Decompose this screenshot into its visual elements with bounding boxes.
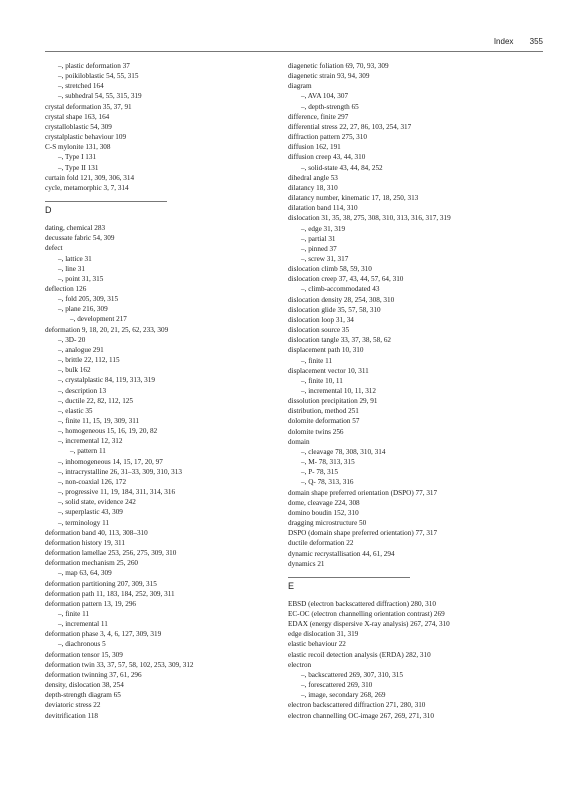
index-subentry: –, finite 10, 11 — [301, 376, 343, 385]
index-subentry: –, Type II 131 — [58, 163, 99, 172]
index-entry: electron backscattered diffraction 271, 280, 310 — [288, 701, 426, 710]
index-entry: deflection 126 — [45, 284, 87, 293]
index-entry: displacement path 10, 310 — [288, 346, 364, 355]
index-entry: dislocation loop 31, 34 — [288, 315, 354, 324]
index-entry: dome, cleavage 224, 308 — [288, 498, 360, 507]
index-subentry: –, depth-strength 65 — [301, 102, 359, 111]
index-entry: deformation band 40, 113, 308–310 — [45, 528, 148, 537]
index-entry: dilatation band 114, 310 — [288, 204, 358, 213]
index-entry: elastic behaviour 22 — [288, 640, 346, 649]
index-subentry: –, partial 31 — [301, 234, 336, 243]
index-entry: difference, finite 297 — [288, 112, 349, 121]
index-entry: diffraction pattern 275, 310 — [288, 133, 367, 142]
index-column-left — [45, 61, 255, 721]
index-subentry: –, point 31, 315 — [58, 274, 104, 283]
index-entry: crystalplastic behaviour 109 — [45, 133, 127, 142]
section-rule — [288, 577, 410, 578]
index-entry: domain — [288, 437, 310, 446]
index-entry: EBSD (electron backscattered diffraction) 280, 310 — [288, 599, 436, 608]
index-entry: curtain fold 121, 309, 306, 314 — [45, 173, 135, 182]
index-entry: domain shape preferred orientation (DSPO) 77, 317 — [288, 488, 438, 497]
index-subentry: –, bulk 162 — [58, 366, 91, 375]
index-entry: diagenetic foliation 69, 70, 93, 309 — [288, 62, 389, 70]
index-entry: defect — [45, 244, 63, 253]
index-subentry: –, line 31 — [58, 264, 85, 273]
index-subentry: –, stretched 164 — [58, 82, 104, 91]
section-letter: E — [288, 580, 295, 591]
index-subentry: –, Type I 131 — [58, 153, 97, 162]
index-entry: differential stress 22, 27, 86, 103, 254, 317 — [288, 122, 412, 131]
index-entry: dynamic recrystallisation 44, 61, 294 — [288, 549, 395, 558]
index-subentry: –, progressive 11, 19, 184, 311, 314, 316 — [58, 488, 176, 497]
index-subentry: –, backscattered 269, 307, 310, 315 — [301, 670, 403, 679]
index-entry: deviatoric stress 22 — [45, 701, 101, 710]
index-entry: diagram — [288, 82, 312, 91]
index-subentry: –, incremental 10, 11, 312 — [301, 387, 376, 395]
index-subentry: –, brittle 22, 112, 115 — [58, 356, 120, 365]
index-subentry: –, pattern 11 — [70, 447, 106, 456]
index-entry: deformation 9, 18, 20, 21, 25, 62, 233, 309 — [45, 325, 169, 334]
index-entry: dihedral angle 53 — [288, 173, 338, 182]
index-entry: dynamics 21 — [288, 559, 325, 568]
index-subentry: –, plane 216, 309 — [58, 305, 108, 314]
section-heading — [45, 193, 255, 215]
index-subentry: –, elastic 35 — [58, 406, 93, 415]
running-header — [494, 37, 543, 46]
index-subentry: –, inhomogeneous 14, 15, 17, 20, 97 — [58, 457, 163, 466]
index-entry: dislocation 31, 35, 38, 275, 308, 310, 313, 316, 317, 319 — [288, 214, 451, 223]
index-subentry: –, development 217 — [70, 315, 127, 324]
index-entry: elastic recoil detection analysis (ERDA) 282, 310 — [288, 650, 431, 659]
index-entry: dislocation glide 35, 57, 58, 310 — [288, 305, 381, 314]
index-entry: electron channelling OC-image 267, 269, 271, 310 — [288, 711, 434, 720]
index-entry: displacement vector 10, 311 — [288, 366, 369, 375]
index-subentry: –, ductile 22, 82, 112, 125 — [58, 396, 133, 405]
index-entry: deformation tensor 15, 309 — [45, 650, 123, 659]
index-subentry: –, lattice 31 — [58, 254, 92, 263]
index-entry: deformation phase 3, 4, 6, 127, 309, 319 — [45, 630, 162, 639]
index-subentry: –, terminology 11 — [58, 518, 110, 527]
index-entry: dilatancy 18, 310 — [288, 183, 338, 192]
index-entry: dilatancy number, kinematic 17, 18, 250, 313 — [288, 194, 419, 203]
index-subentry: –, 3D- 20 — [58, 335, 86, 344]
index-subentry: –, finite 11 — [301, 356, 333, 365]
index-subentry: –, M- 78, 313, 315 — [301, 458, 355, 467]
index-entry: EC-OC (electron channelling orientation contrast) 269 — [288, 609, 445, 618]
index-subentry: –, homogeneous 15, 16, 19, 20, 82 — [58, 427, 158, 436]
index-entry: diagenetic strain 93, 94, 309 — [288, 72, 370, 81]
index-entry: deformation history 19, 311 — [45, 538, 125, 547]
index-entry: dislocation density 28, 254, 308, 310 — [288, 295, 395, 304]
index-entry: dislocation climb 58, 59, 310 — [288, 265, 372, 274]
index-entry: dislocation tangle 33, 37, 38, 58, 62 — [288, 336, 392, 345]
running-header-label: Index — [493, 37, 514, 46]
index-subentry: –, description 13 — [58, 386, 107, 395]
index-entry: dislocation creep 37, 43, 44, 57, 64, 310 — [288, 275, 404, 284]
index-entry: crystalloblastic 54, 309 — [45, 122, 112, 131]
index-entry: deformation mechanism 25, 260 — [45, 559, 139, 568]
index-subentry: –, poikiloblastic 54, 55, 315 — [58, 72, 139, 81]
index-subentry: –, intracrystalline 26, 31–33, 309, 310, 313 — [58, 467, 182, 476]
index-entry: diffusion creep 43, 44, 310 — [288, 153, 366, 162]
index-subentry: –, forescattered 269, 310 — [301, 681, 373, 690]
index-entry: deformation lamellae 253, 256, 275, 309, 310 — [45, 549, 177, 558]
index-subentry: –, superplastic 43, 309 — [58, 508, 123, 517]
index-entry: edge dislocation 31, 319 — [288, 630, 359, 639]
index-entry: depth-strength diagram 65 — [45, 691, 121, 700]
index-entry: dissolution precipitation 29, 91 — [288, 397, 378, 406]
header-rule — [45, 51, 543, 52]
index-subentry: –, pinned 37 — [301, 244, 337, 253]
index-entry: deformation path 11, 183, 184, 252, 309, 311 — [45, 589, 175, 598]
index-subentry: –, edge 31, 319 — [301, 224, 346, 233]
index-entry: EDAX (energy dispersive X-ray analysis) 267, 274, 310 — [288, 620, 450, 629]
index-subentry: –, climb-accommodated 43 — [301, 285, 380, 294]
index-subentry: –, screw 31, 317 — [301, 254, 349, 263]
section-gap — [288, 569, 548, 577]
index-entry: devitrification 118 — [45, 711, 99, 720]
index-subentry: –, incremental 12, 312 — [58, 437, 123, 446]
index-entry: dislocation source 35 — [288, 326, 350, 335]
index-entry: crystal shape 163, 164 — [45, 112, 110, 121]
index-subentry: –, incremental 11 — [58, 620, 108, 629]
index-entry: dolomite deformation 57 — [288, 417, 360, 426]
index-subentry: –, cleavage 78, 308, 310, 314 — [301, 447, 386, 456]
index-subentry: –, P- 78, 315 — [301, 468, 338, 477]
index-subentry: –, map 63, 64, 309 — [58, 569, 112, 578]
index-entry: dolomite twins 256 — [288, 427, 344, 436]
index-entry: dating, chemical 283 — [45, 224, 106, 233]
index-entry: distribution, method 251 — [288, 407, 359, 416]
index-entry: crystal deformation 35, 37, 91 — [45, 102, 132, 111]
index-entry: dragging microstructure 50 — [288, 519, 367, 528]
index-entry: C-S mylonite 131, 308 — [45, 143, 111, 152]
section-letter: D — [45, 205, 52, 216]
index-subentry: –, analogue 291 — [58, 345, 104, 354]
index-subentry: –, crystalplastic 84, 119, 313, 319 — [58, 376, 155, 385]
index-entry: domino boudin 152, 310 — [288, 508, 359, 517]
index-subentry: –, diachronous 5 — [58, 640, 106, 649]
index-entry: ductile deformation 22 — [288, 539, 354, 548]
index-subentry: –, fold 205, 309, 315 — [58, 295, 119, 304]
index-entry: decussate fabric 54, 309 — [45, 234, 115, 243]
index-subentry: –, finite 11, 15, 19, 309, 311 — [58, 417, 140, 425]
page-number: 355 — [529, 37, 543, 46]
index-entry: deformation pattern 13, 19, 296 — [45, 599, 137, 608]
index-entry: density, dislocation 38, 254 — [45, 681, 124, 690]
index-subentry: –, Q- 78, 313, 316 — [301, 478, 354, 487]
index-entry: cycle, metamorphic 3, 7, 314 — [45, 183, 129, 192]
index-entry: deformation twin 33, 37, 57, 58, 102, 253, 309, 312 — [45, 660, 194, 669]
index-entry: diffusion 162, 191 — [288, 143, 341, 152]
section-heading — [288, 569, 548, 591]
index-subentry: –, non-coaxial 126, 172 — [58, 477, 127, 486]
index-entry: deformation partitioning 207, 309, 315 — [45, 579, 157, 588]
section-gap — [45, 193, 255, 201]
index-subentry: –, solid state, evidence 242 — [58, 498, 136, 507]
index-subentry: –, AVA 104, 307 — [301, 92, 349, 101]
index-subentry: –, subhedral 54, 55, 315, 319 — [58, 92, 142, 101]
index-entry: deformation twinning 37, 61, 296 — [45, 670, 142, 679]
index-subentry: –, image, secondary 268, 269 — [301, 691, 386, 700]
index-entry: DSPO (domain shape preferred orientation) 77, 317 — [288, 529, 438, 538]
section-rule — [45, 201, 167, 202]
index-subentry: –, finite 11 — [58, 609, 90, 618]
index-entry: electron — [288, 660, 312, 669]
index-subentry: –, plastic deformation 37 — [58, 62, 130, 70]
index-column-right — [288, 61, 548, 721]
index-subentry: –, solid-state 43, 44, 84, 252 — [301, 163, 383, 172]
